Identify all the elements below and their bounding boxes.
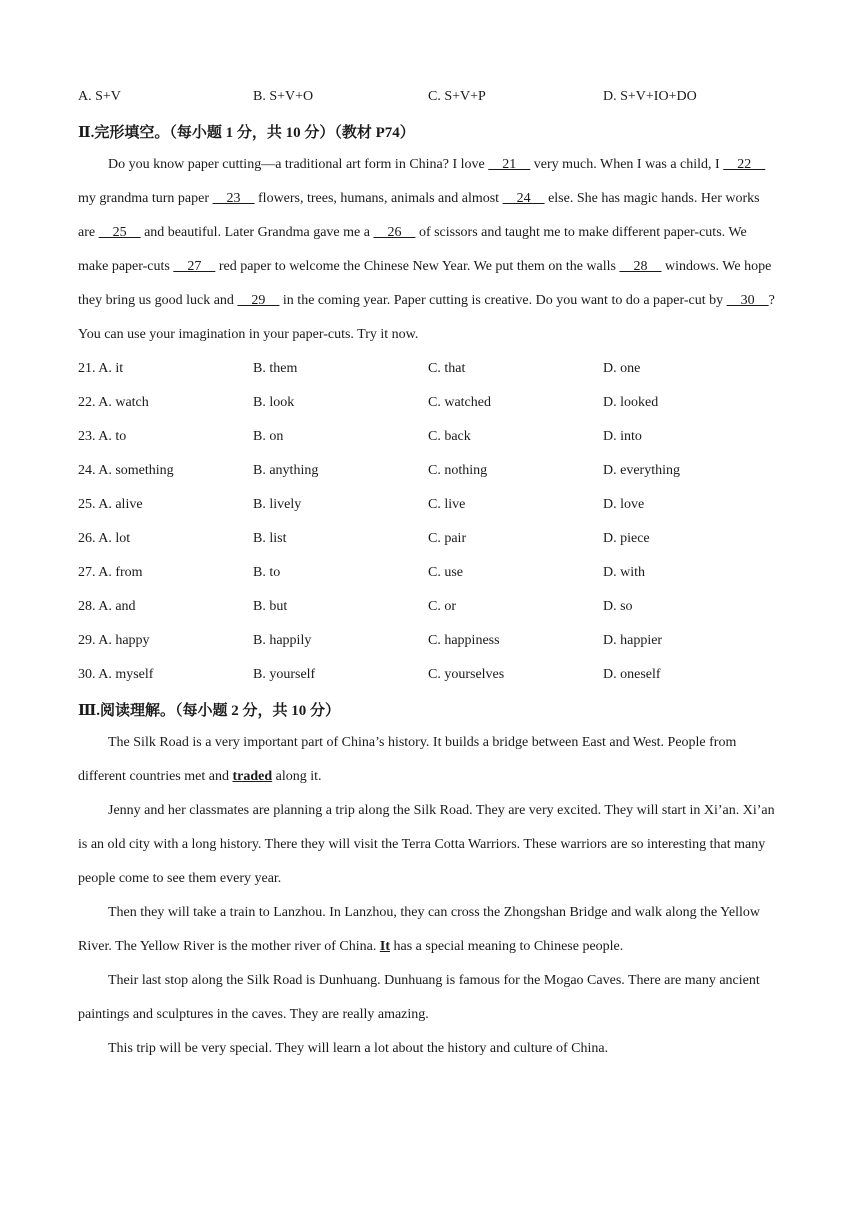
- p1-text-b: along it.: [272, 769, 322, 784]
- question-option: C. watched: [428, 395, 491, 410]
- question-option: B. lively: [253, 497, 302, 512]
- passage-text: Do you know paper cutting—a traditional art form in China? I love: [108, 157, 489, 172]
- question-option: B. on: [253, 429, 284, 444]
- question-option: D. love: [603, 497, 645, 512]
- passage-text: and beautiful. Later Grandma gave me a: [140, 225, 374, 240]
- blank-28: 28: [619, 259, 662, 274]
- question-row: [78, 556, 778, 590]
- question-option: B. anything: [253, 463, 319, 478]
- blank-24: 24: [502, 191, 545, 206]
- cloze-passage: [78, 148, 778, 352]
- question-option: D. one: [603, 361, 641, 376]
- question-option: D. oneself: [603, 667, 661, 682]
- p3-text-b: has a special meaning to Chinese people.: [390, 939, 624, 954]
- question-row: [78, 454, 778, 488]
- option-d: D. S+V+IO+DO: [603, 89, 697, 104]
- section-2-heading: Ⅱ.完形填空。（每小题 1 分，共 10 分）（教材 P74）: [78, 124, 415, 141]
- question-option: D. with: [603, 565, 645, 580]
- top-options-row: [78, 80, 778, 114]
- question-option: C. pair: [428, 531, 467, 546]
- question-option: C. happiness: [428, 633, 500, 648]
- question-option: B. them: [253, 361, 298, 376]
- blank-25: 25: [98, 225, 141, 240]
- question-option: 27. A. from: [78, 565, 143, 580]
- question-option: 25. A. alive: [78, 497, 143, 512]
- passage-text: in the coming year. Paper cutting is creative. Do you want to do a paper-cut by: [279, 293, 727, 308]
- question-option: C. back: [428, 429, 471, 444]
- question-row: [78, 420, 778, 454]
- passage-text: else. She has magic hands. Her works are: [78, 191, 760, 240]
- question-option: C. yourselves: [428, 667, 505, 682]
- blank-29: 29: [237, 293, 280, 308]
- question-row: [78, 352, 778, 386]
- question-option: 30. A. myself: [78, 667, 154, 682]
- cloze-questions: [78, 352, 778, 692]
- question-option: D. into: [603, 429, 642, 444]
- blank-21: 21: [488, 157, 531, 172]
- keyword-traded: traded: [232, 769, 273, 784]
- worksheet-page: [78, 80, 778, 1066]
- question-option: C. that: [428, 361, 466, 376]
- blank-23: 23: [212, 191, 255, 206]
- question-row: [78, 522, 778, 556]
- question-option: 26. A. lot: [78, 531, 131, 546]
- option-c: C. S+V+P: [428, 89, 486, 104]
- question-option: B. but: [253, 599, 288, 614]
- question-option: C. nothing: [428, 463, 488, 478]
- question-row: [78, 590, 778, 624]
- question-option: D. happier: [603, 633, 663, 648]
- section-3-heading: Ⅲ.阅读理解。（每小题 2 分，共 10 分）: [78, 702, 341, 719]
- question-option: 24. A. something: [78, 463, 174, 478]
- question-option: 29. A. happy: [78, 633, 150, 648]
- option-a: A. S+V: [78, 89, 121, 104]
- question-option: D. piece: [603, 531, 650, 546]
- blank-27: 27: [173, 259, 216, 274]
- passage-text: flowers, trees, humans, animals and almost: [254, 191, 503, 206]
- reading-paragraph-5: This trip will be very special. They will learn a lot about the history and culture of China.: [108, 1041, 609, 1056]
- passage-text: windows. We hope they bring us good luck and: [78, 259, 772, 308]
- reading-paragraph-3: [78, 896, 778, 964]
- question-option: 21. A. it: [78, 361, 124, 376]
- p1-text-a: The Silk Road is a very important part of China’s history. It builds a bridge between East and West. People from different countries met and: [78, 735, 737, 784]
- question-option: D. everything: [603, 463, 680, 478]
- question-option: B. look: [253, 395, 295, 410]
- passage-text: of scissors and taught me to make different paper-cuts. We make paper-cuts: [78, 225, 747, 274]
- keyword-it: It: [379, 939, 390, 954]
- question-option: 23. A. to: [78, 429, 127, 444]
- passage-text: my grandma turn paper: [78, 191, 213, 206]
- question-option: C. live: [428, 497, 466, 512]
- passage-text: ? You can use your imagination in your paper-cuts. Try it now.: [78, 293, 775, 342]
- blank-30: 30: [726, 293, 769, 308]
- passage-text: very much. When I was a child, I: [530, 157, 724, 172]
- reading-paragraph-1: [78, 726, 778, 794]
- p3-text-a: Then they will take a train to Lanzhou. In Lanzhou, they can cross the Zhongshan Bridge and walk along the Yellow River. The Yellow River is the mother river of China.: [78, 905, 760, 954]
- blank-26: 26: [373, 225, 416, 240]
- question-option: D. looked: [603, 395, 659, 410]
- passage-text: red paper to welcome the Chinese New Year. We put them on the walls: [215, 259, 620, 274]
- question-option: D. so: [603, 599, 633, 614]
- question-option: C. use: [428, 565, 463, 580]
- question-row: [78, 488, 778, 522]
- question-option: C. or: [428, 599, 456, 614]
- blank-22: 22: [723, 157, 766, 172]
- question-row: [78, 624, 778, 658]
- reading-paragraph-2: Jenny and her classmates are planning a trip along the Silk Road. They are very excited. They will start in Xi’an. Xi’an is an old city with a long history. There they will visit the Terra Cotta Warriors. These warriors are so interesting that many people come to see them every year.: [78, 803, 775, 886]
- question-row: [78, 386, 778, 420]
- question-option: B. list: [253, 531, 287, 546]
- option-b: B. S+V+O: [253, 89, 314, 104]
- reading-paragraph-4: Their last stop along the Silk Road is Dunhuang. Dunhuang is famous for the Mogao Caves. There are many ancient paintings and sculptures in the caves. They are really amazing.: [78, 973, 760, 1022]
- question-option: B. yourself: [253, 667, 316, 682]
- question-option: B. happily: [253, 633, 312, 648]
- question-row: [78, 658, 778, 692]
- question-option: 22. A. watch: [78, 395, 149, 410]
- question-option: 28. A. and: [78, 599, 136, 614]
- question-option: B. to: [253, 565, 281, 580]
